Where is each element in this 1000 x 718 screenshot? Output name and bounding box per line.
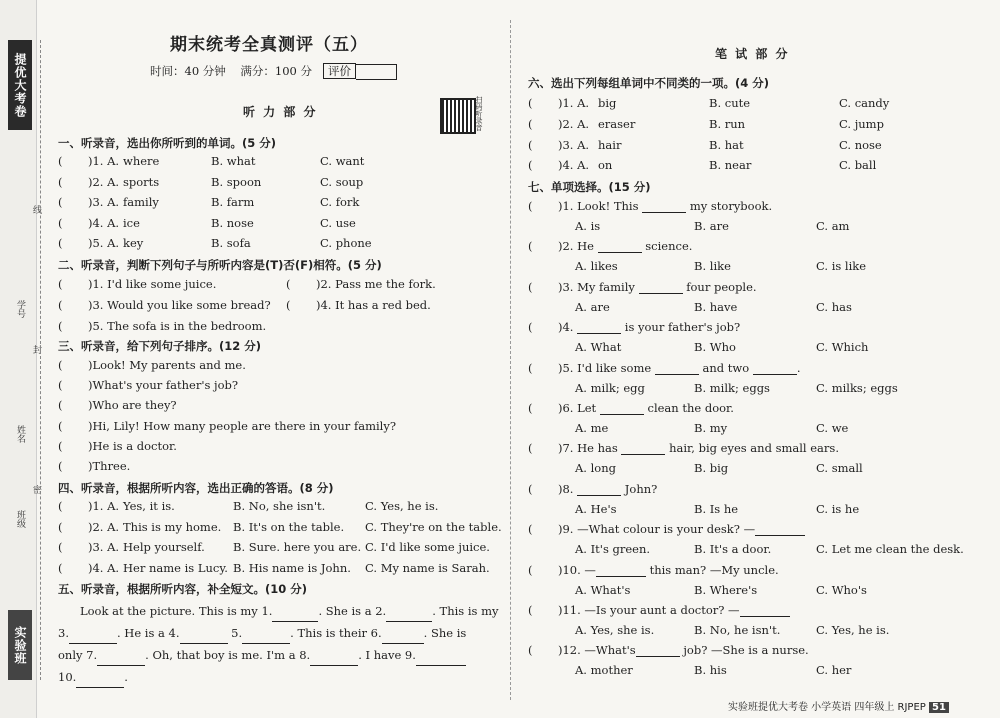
section-3-title: 三、听录音，给下列句子排序。(12 分)	[58, 339, 262, 353]
answer-blank[interactable]	[755, 535, 805, 536]
section-7-list	[528, 199, 968, 684]
written-header: 笔 试 部 分	[715, 47, 790, 61]
section-7-title: 七、单项选择。(15 分)	[528, 180, 651, 194]
mc-question: ( )1. Look! This my storybook. A. is B. are C. am	[528, 199, 850, 233]
answer-blank[interactable]	[636, 656, 680, 657]
answer-blank[interactable]	[740, 616, 790, 617]
passage-line-4: 10. .	[58, 666, 498, 688]
qr-label: 扫码听录音	[475, 96, 483, 131]
passage-line-3: only 7. . Oh, that boy is me. I'm a 8. . I have 9.	[58, 644, 498, 666]
list-item: )4. It has a red bed.	[316, 298, 431, 312]
answer-blank[interactable]	[600, 414, 644, 415]
mc-question: ( )11. —Is your aunt a doctor? — A. Yes, she is. B. No, he isn't. C. Yes, he is.	[528, 602, 890, 637]
list-item: ( )4. A. ice B. nose C. use	[58, 215, 356, 230]
answer-blank[interactable]	[598, 252, 642, 253]
list-item: )2. Pass me the fork.	[316, 277, 436, 291]
list-item: ( )1. A. big B. cute C. candy	[528, 96, 890, 110]
answer-blank[interactable]	[596, 576, 646, 577]
list-item: ( )3. A. hair B. hat C. nose	[528, 137, 882, 152]
page-footer	[728, 698, 949, 713]
passage-line-2: 3. . He is a 4. 5. . This is their 6. . She is	[58, 622, 498, 644]
section-3-list	[58, 358, 498, 479]
binding-dashed-line	[40, 40, 41, 680]
page-title: 期末统考全真测评（五）	[170, 35, 368, 55]
mc-question: ( )6. Let clean the door. A. me B. my C. we	[528, 400, 849, 435]
section-5-title: 五、听录音，根据所听内容，补全短文。(10 分)	[58, 582, 308, 596]
mc-question: ( )12. —What's job? —She is a nurse. A. mother B. his C. her	[528, 643, 852, 678]
brand-label-top: 提优大考卷	[8, 40, 32, 130]
blank-8[interactable]	[310, 665, 358, 666]
list-item: ( )1. A. Yes, it is. B. No, she isn't. C. Yes, he is.	[58, 499, 439, 513]
section-4-list	[58, 499, 502, 581]
list-item: )5. The sofa is in the bedroom.	[88, 319, 267, 333]
list-item: )3. Would you like some bread?	[88, 298, 271, 312]
exam-meta	[150, 63, 397, 80]
section-2-list: ( )1. I'd like some juice. ( )2. Pass me the fork. ( )3. Would you like some bread? ( )4. It has a red bed. ( )5. The sofa is in the bedroom.	[58, 277, 436, 333]
list-item: ( )Three.	[58, 458, 131, 473]
passage-line-1: Look at the picture. This is my 1. . She is a 2. . This is my	[58, 600, 498, 622]
brand-label-bottom: 实验班	[8, 610, 32, 680]
list-item: ( )Who are they?	[58, 398, 177, 413]
list-item: ( )4. A. on B. near C. ball	[528, 158, 877, 173]
list-item: ( )2. A. eraser B. run C. jump	[528, 116, 884, 131]
qr-code-icon	[440, 98, 476, 134]
side-label-class: 班级	[15, 510, 25, 528]
section-5-passage	[58, 600, 498, 688]
mc-question: ( )3. My family four people. A. are B. have C. has	[528, 279, 852, 314]
side-label-line: 线	[31, 205, 41, 214]
blank-9[interactable]	[416, 665, 466, 666]
list-item: ( )What's your father's job?	[58, 378, 239, 393]
list-item: ( )5. A. key B. sofa C. phone	[58, 236, 372, 250]
side-label-student-id: 学号	[15, 300, 25, 318]
list-item: ( )Look! My parents and me.	[58, 358, 246, 372]
mc-question: ( )5. I'd like some and two . A. milk; egg B. milk; eggs C. milks; eggs	[528, 360, 898, 395]
side-label-name: 姓名	[15, 425, 25, 443]
answer-blank[interactable]	[655, 374, 699, 375]
answer-blank[interactable]	[577, 495, 621, 496]
meta-time: 时间：40 分钟	[150, 64, 226, 78]
side-label-secret: 密	[31, 485, 41, 494]
mc-question: ( )9. —What colour is your desk? — A. It's green. B. It's a door. C. Let me clean the desk.	[528, 522, 964, 557]
answer-blank[interactable]	[753, 374, 797, 375]
list-item: ( )He is a doctor.	[58, 438, 177, 453]
section-4-title: 四、听录音，根据所听内容，选出正确的答语。(8 分)	[58, 481, 334, 495]
section-1-list	[58, 154, 498, 257]
mc-question: ( )2. He science. A. likes B. like C. is like	[528, 239, 867, 274]
list-item: )1. I'd like some juice.	[88, 277, 217, 291]
mc-question: ( )7. He has hair, big eyes and small ears. A. long B. big C. small	[528, 441, 863, 476]
list-item: ( )Hi, Lily! How many people are there in your family?	[58, 418, 396, 433]
listening-header: 听 力 部 分	[243, 105, 318, 119]
list-item: ( )2. A. sports B. spoon C. soup	[58, 174, 364, 189]
section-1-title: 一、听录音，选出你所听到的单词。(5 分)	[58, 136, 277, 150]
list-item: ( )2. A. This is my home. B. It's on the table. C. They're on the table.	[58, 519, 502, 534]
list-item: ( )3. A. family B. farm C. fork	[58, 195, 360, 209]
list-item: ( )3. A. Help yourself. B. Sure. here you are. C. I'd like some juice.	[58, 540, 490, 554]
list-item: ( )4. A. Her name is Lucy. B. His name is John. C. My name is Sarah.	[58, 560, 490, 575]
eval-box	[356, 64, 397, 80]
list-item: ( )1. A. where B. what C. want	[58, 154, 365, 168]
section-6-list	[528, 96, 968, 179]
section-2-title: 二、听录音，判断下列句子与所听内容是(T)否(F)相符。(5 分)	[58, 258, 382, 272]
answer-blank[interactable]	[642, 212, 686, 213]
mc-question: ( )4. is your father's job? A. What B. Who C. Which	[528, 320, 869, 355]
section-6-title: 六、选出下列每组单词中不同类的一项。(4 分)	[528, 76, 770, 90]
blank-10[interactable]	[76, 687, 124, 688]
column-divider	[510, 20, 511, 700]
answer-blank[interactable]	[621, 454, 665, 455]
mc-question: ( )10. — this man? —My uncle. A. What's B. Where's C. Who's	[528, 562, 867, 597]
meta-eval: 评价	[323, 63, 356, 79]
answer-blank[interactable]	[639, 293, 683, 294]
meta-score: 满分：100 分	[240, 64, 313, 78]
footer-text: 实验班提优大考卷 小学英语 四年级上 RJPEP	[728, 702, 926, 713]
page-number: 51	[929, 702, 949, 713]
mc-question: ( )8. John? A. He's B. Is he C. is he	[528, 481, 860, 516]
side-label-seal: 封	[31, 345, 41, 354]
answer-blank[interactable]	[577, 333, 621, 334]
